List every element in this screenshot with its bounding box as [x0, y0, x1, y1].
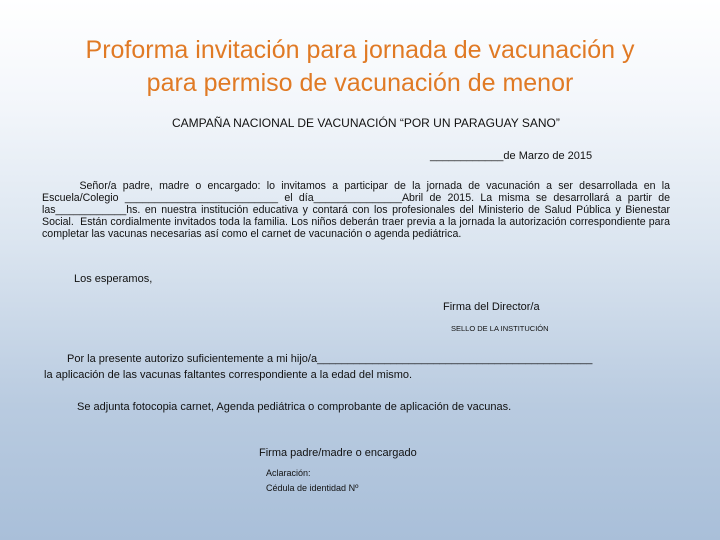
id-card-label: Cédula de identidad Nº — [266, 483, 359, 493]
title-line-2: para permiso de vacunación de menor — [146, 69, 574, 97]
title-line-1: Proforma invitación para jornada de vacunación y — [85, 36, 635, 64]
date-line: ____________de Marzo de 2015 — [430, 150, 593, 162]
greeting: Los esperamos, — [74, 273, 153, 285]
invitation-paragraph — [42, 180, 676, 241]
invitation-text: Señor/a padre, madre o encargado: lo invitamos a participar de la jornada de vacunación a ser desarrollada en la Escuela/Colegio __________________________ el día_______________Abril de 2015. La misma se desarrollará a partir de las____________hs. en nuestra institución educativa y contará con los profesionales del Ministerio de Salud Pública y Bienestar Social. Están cordialmente invitados toda la familia. Los niños deberán traer previa a la jornada la autorización correspondiente para completar las vacunas necesarias así como el carnet de vacunación o agenda pediátrica. — [42, 180, 676, 241]
director-signature-label: Firma del Director/a — [443, 301, 540, 313]
attachment-note: Se adjunta fotocopia carnet, Agenda pediátrica o comprobante de aplicación de vacunas. — [77, 401, 512, 413]
clarification-label: Aclaración: — [266, 468, 311, 478]
authorization-line-1: Por la presente autorizo suficientemente a mi hijo/a_____________________________________________ — [67, 353, 593, 365]
campaign-heading: CAMPAÑA NACIONAL DE VACUNACIÓN “POR UN PARAGUAY SANO” — [172, 116, 560, 130]
authorization-line-2: la aplicación de las vacunas faltantes correspondiente a la edad del mismo. — [44, 369, 413, 381]
parent-signature-label: Firma padre/madre o encargado — [259, 447, 417, 459]
institution-seal-label: SELLO DE LA INSTITUCIÓN — [451, 324, 549, 333]
slide-title — [30, 34, 690, 100]
